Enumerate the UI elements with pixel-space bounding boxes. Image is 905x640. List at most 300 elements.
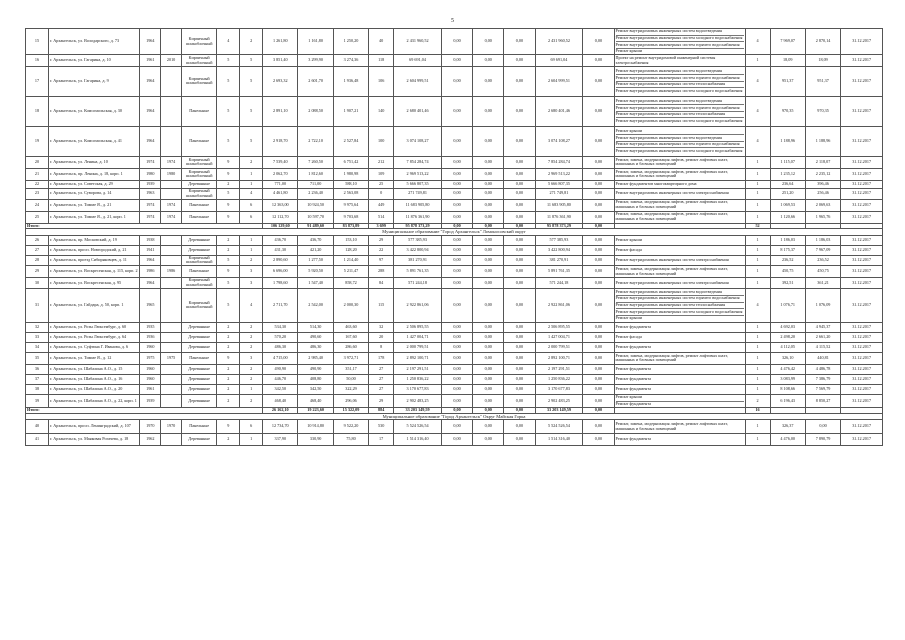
address-cell: г. Архангельск, ул. Гагарина, д. 9 bbox=[48, 66, 140, 96]
table-row bbox=[26, 342, 883, 352]
residents-cell: 106 bbox=[369, 66, 394, 96]
address-cell: г. Архангельск, ул. Розы Люксембург, д. 64 bbox=[48, 332, 140, 342]
floors-cell: 2 bbox=[217, 332, 240, 342]
cost-total-cell: 11 683 905,80 bbox=[394, 199, 442, 211]
cost-fund-cell: 0,00 bbox=[441, 255, 472, 266]
cost-other-cell: 0,00 bbox=[583, 266, 614, 278]
year-commissioned-cell: 1974 bbox=[161, 199, 182, 211]
max-unit-cost-cell: 2 118,07 bbox=[805, 156, 840, 168]
entrances-cell: 2 bbox=[240, 255, 263, 266]
floors-cell: 4 bbox=[217, 29, 240, 55]
works-cell bbox=[614, 96, 745, 126]
premises-area-cell: 2 601,70 bbox=[298, 66, 333, 96]
work-item: Ремонт внутридомовых инженерных систем водоотведения bbox=[616, 289, 744, 296]
year-built-cell: 1970 bbox=[140, 420, 161, 434]
deadline-cell: 31.12.2017 bbox=[841, 342, 883, 352]
deadline-cell: 31.12.2017 bbox=[841, 255, 883, 266]
year-built-cell: 1964 bbox=[140, 126, 161, 156]
entrances-cell: 3 bbox=[240, 266, 263, 278]
residents-cell: 29 bbox=[369, 235, 394, 245]
cost-owners-cell: 5 666 807,35 bbox=[535, 180, 583, 188]
works-count-cell: 1 bbox=[745, 278, 770, 289]
wall-material-cell: Кирпичный шлакоблочный bbox=[181, 188, 216, 199]
unit-cost-cell: 3 083,99 bbox=[770, 374, 805, 384]
residential-area-cell: 858,72 bbox=[333, 278, 368, 289]
cost-regional-cell: 0,00 bbox=[473, 288, 504, 322]
work-item: Ремонт внутридомовых инженерных систем горячего водоснабжения bbox=[616, 105, 744, 112]
entrances-cell: 5 bbox=[240, 66, 263, 96]
residential-area-cell: 1 214,40 bbox=[333, 255, 368, 266]
cost-owners-cell: 11 683 905,80 bbox=[535, 199, 583, 211]
total-value: 0,00 bbox=[441, 223, 472, 229]
works-count-cell: 4 bbox=[745, 288, 770, 322]
works-count-cell: 1 bbox=[745, 245, 770, 255]
cost-total-cell: 2 197 291,51 bbox=[394, 364, 442, 374]
year-built-cell: 1939 bbox=[140, 180, 161, 188]
year-built-cell: 1963 bbox=[140, 188, 161, 199]
cost-municipal-cell: 0,00 bbox=[504, 434, 535, 446]
cost-total-cell: 2 431 960,52 bbox=[394, 29, 442, 55]
row-number: 34 bbox=[26, 342, 49, 352]
table-row bbox=[26, 245, 883, 255]
works-count-cell: 1 bbox=[745, 266, 770, 278]
deadline-cell: 31.12.2017 bbox=[841, 188, 883, 199]
wall-material-cell: Кирпичный шлакоблочный bbox=[181, 55, 216, 66]
total-value: 26 162,10 bbox=[263, 408, 298, 414]
deadline-cell: 31.12.2017 bbox=[841, 374, 883, 384]
row-number: 41 bbox=[26, 434, 49, 446]
total-area-cell: 534,30 bbox=[263, 322, 298, 332]
works-cell bbox=[614, 420, 745, 434]
total-area-cell: 446,70 bbox=[263, 374, 298, 384]
residential-area-cell: 351,17 bbox=[333, 364, 368, 374]
total-value: 83 873,89 bbox=[333, 223, 368, 229]
deadline-cell: 31.12.2017 bbox=[841, 434, 883, 446]
cost-fund-cell: 0,00 bbox=[441, 352, 472, 364]
year-commissioned-cell bbox=[161, 66, 182, 96]
works-cell bbox=[614, 126, 745, 156]
work-item: Ремонт внутридомовых инженерных систем холодного водоснабжения bbox=[616, 36, 744, 43]
premises-area-cell: 711,00 bbox=[298, 180, 333, 188]
works-cell bbox=[614, 168, 745, 180]
cost-municipal-cell: 0,00 bbox=[504, 168, 535, 180]
year-commissioned-cell bbox=[161, 394, 182, 407]
wall-material-cell: Панельные bbox=[181, 211, 216, 223]
year-commissioned-cell bbox=[161, 126, 182, 156]
total-value: 0,00 bbox=[473, 223, 504, 229]
premises-area-cell: 10 597,70 bbox=[298, 211, 333, 223]
cost-other-cell: 0,00 bbox=[583, 288, 614, 322]
unit-cost-cell: 8 108,66 bbox=[770, 384, 805, 394]
cost-other-cell: 0,00 bbox=[583, 352, 614, 364]
works-cell bbox=[614, 66, 745, 96]
cost-municipal-cell: 0,00 bbox=[504, 384, 535, 394]
cost-municipal-cell: 0,00 bbox=[504, 156, 535, 168]
max-unit-cost-cell: 361,21 bbox=[805, 278, 840, 289]
cost-regional-cell: 0,00 bbox=[473, 384, 504, 394]
row-number: 28 bbox=[26, 255, 49, 266]
cost-total-cell: 3 170 677,83 bbox=[394, 384, 442, 394]
floors-cell: 9 bbox=[217, 211, 240, 223]
residential-area-cell: 3 972,71 bbox=[333, 352, 368, 364]
wall-material-cell: Кирпичный шлакоблочный bbox=[181, 288, 216, 322]
cost-owners-cell: 5 891 761,35 bbox=[535, 266, 583, 278]
residential-area-cell: 1 936,48 bbox=[333, 66, 368, 96]
entrances-cell: 3 bbox=[240, 278, 263, 289]
work-item: Ремонт внутридомовых инженерных систем водоотведения bbox=[616, 29, 744, 36]
residents-cell: 530 bbox=[369, 420, 394, 434]
row-number: 38 bbox=[26, 384, 49, 394]
residential-area-cell: 75,80 bbox=[333, 434, 368, 446]
residential-area-cell: 9 703,68 bbox=[333, 211, 368, 223]
floors-cell: 2 bbox=[217, 180, 240, 188]
address-cell: г. Архангельск, просп. Ленинградский, д. 107 bbox=[48, 420, 140, 434]
cost-municipal-cell: 0,00 bbox=[504, 235, 535, 245]
cost-municipal-cell: 0,00 bbox=[504, 55, 535, 66]
total-label: Итого: bbox=[26, 223, 263, 229]
floors-cell: 9 bbox=[217, 156, 240, 168]
works-count-cell: 4 bbox=[745, 29, 770, 55]
deadline-cell: 31.12.2017 bbox=[841, 352, 883, 364]
year-commissioned-cell bbox=[161, 235, 182, 245]
premises-area-cell: 2 985,40 bbox=[298, 352, 333, 364]
max-unit-cost-cell: 7 386,79 bbox=[805, 374, 840, 384]
year-built-cell: 1938 bbox=[140, 235, 161, 245]
entrances-cell: 5 bbox=[240, 55, 263, 66]
cost-municipal-cell: 0,00 bbox=[504, 180, 535, 188]
row-number: 32 bbox=[26, 322, 49, 332]
address-cell: г. Архангельск, ул. Суворова, д. 14 bbox=[48, 188, 140, 199]
year-commissioned-cell bbox=[161, 342, 182, 352]
residential-area-cell: 588,10 bbox=[333, 180, 368, 188]
cost-total-cell: 2 892 100,71 bbox=[394, 352, 442, 364]
cost-owners-cell: 3 170 677,83 bbox=[535, 384, 583, 394]
total-area-cell: 1 798,60 bbox=[263, 278, 298, 289]
deadline-cell: 31.12.2017 bbox=[841, 156, 883, 168]
max-unit-cost-cell: 2 870,14 bbox=[805, 29, 840, 55]
cost-municipal-cell: 0,00 bbox=[504, 188, 535, 199]
work-item: Ремонт внутридомовых инженерных систем горячего водоснабжения bbox=[616, 42, 744, 49]
cost-owners-cell: 5 524 526,54 bbox=[535, 420, 583, 434]
wall-material-cell: Деревянные bbox=[181, 384, 216, 394]
deadline-cell: 31.12.2017 bbox=[841, 332, 883, 342]
total-area-cell: 1 261,80 bbox=[263, 29, 298, 55]
cost-regional-cell: 0,00 bbox=[473, 96, 504, 126]
cost-other-cell: 0,00 bbox=[583, 434, 614, 446]
cost-regional-cell: 0,00 bbox=[473, 156, 504, 168]
work-item: Ремонт внутридомовых инженерных систем водоотведения bbox=[616, 69, 744, 76]
residential-area-cell: 296,06 bbox=[333, 394, 368, 407]
works-cell bbox=[614, 342, 745, 352]
cost-other-cell: 0,00 bbox=[583, 199, 614, 211]
total-area-cell: 4 715,00 bbox=[263, 352, 298, 364]
cost-owners-cell: 1 514 316,40 bbox=[535, 434, 583, 446]
total-value: 106 129,60 bbox=[263, 223, 298, 229]
row-number: 20 bbox=[26, 156, 49, 168]
cost-regional-cell: 0,00 bbox=[473, 374, 504, 384]
floors-cell: 9 bbox=[217, 420, 240, 434]
cost-municipal-cell: 0,00 bbox=[504, 29, 535, 55]
cost-owners-cell: 1 427 004,71 bbox=[535, 332, 583, 342]
section-title: Муниципальное образование "Город Архангельск" Ломоносовский округ bbox=[26, 229, 883, 235]
max-unit-cost-cell: 440,81 bbox=[805, 352, 840, 364]
residential-area-cell: 1 980,98 bbox=[333, 168, 368, 180]
cost-other-cell: 0,00 bbox=[583, 374, 614, 384]
cost-other-cell: 0,00 bbox=[583, 29, 614, 55]
entrances-cell: 2 bbox=[240, 374, 263, 384]
cost-other-cell: 0,00 bbox=[583, 235, 614, 245]
cost-fund-cell: 0,00 bbox=[441, 96, 472, 126]
cost-regional-cell: 0,00 bbox=[473, 55, 504, 66]
premises-area-cell: 2 236,40 bbox=[298, 188, 333, 199]
cost-other-cell: 0,00 bbox=[583, 168, 614, 180]
floors-cell: 9 bbox=[217, 199, 240, 211]
works-count-cell: 1 bbox=[745, 384, 770, 394]
row-number: 24 bbox=[26, 199, 49, 211]
residents-cell: 84 bbox=[369, 278, 394, 289]
cost-other-cell: 0,00 bbox=[583, 278, 614, 289]
works-count-cell: 1 bbox=[745, 168, 770, 180]
premises-area-cell: 468,40 bbox=[298, 394, 333, 407]
work-item: Ремонт внутридомовых инженерных систем холодного водоснабжения bbox=[615, 87, 743, 93]
unit-cost-cell: 6 196,43 bbox=[770, 394, 805, 407]
work-item: Ремонт, замена, модернизация лифтов, ремонт лифтовых шахт, машинных и блочных помещений bbox=[615, 265, 728, 276]
work-item: Ремонт крыши bbox=[615, 315, 642, 321]
year-commissioned-cell: 1986 bbox=[161, 266, 182, 278]
row-number: 19 bbox=[26, 126, 49, 156]
works-count-cell: 1 bbox=[745, 180, 770, 188]
works-count-cell: 1 bbox=[745, 55, 770, 66]
total-area-cell: 12 363,00 bbox=[263, 199, 298, 211]
cost-owners-cell: 2 680 401,46 bbox=[535, 96, 583, 126]
entrances-cell: 1 bbox=[240, 235, 263, 245]
address-cell: г. Архангельск, ул. Розы Люксембург, д. 60 bbox=[48, 322, 140, 332]
works-cell bbox=[614, 394, 745, 407]
works-count-cell: 4 bbox=[745, 96, 770, 126]
capital-repair-table bbox=[25, 28, 883, 446]
total-area-cell: 436,70 bbox=[263, 235, 298, 245]
total-value: 33 203 149,59 bbox=[535, 408, 583, 414]
cost-other-cell: 0,00 bbox=[583, 188, 614, 199]
entrances-cell: 2 bbox=[240, 332, 263, 342]
row-number: 35 bbox=[26, 352, 49, 364]
year-built-cell: 1936 bbox=[140, 332, 161, 342]
total-area-cell: 7 539,40 bbox=[263, 156, 298, 168]
row-number: 37 bbox=[26, 374, 49, 384]
work-item: Ремонт внутридомовых инженерных систем холодного водоснабжения bbox=[615, 117, 743, 123]
cost-total-cell: 271 749,81 bbox=[394, 188, 442, 199]
cost-owners-cell: 2 197 291,51 bbox=[535, 364, 583, 374]
total-area-cell: 3 851,40 bbox=[263, 55, 298, 66]
address-cell: г. Архангельск, ул. Шабалина А.О., д. 20 bbox=[48, 384, 140, 394]
year-commissioned-cell bbox=[161, 322, 182, 332]
cost-owners-cell: 381 270,91 bbox=[535, 255, 583, 266]
total-area-cell: 6 696,00 bbox=[263, 266, 298, 278]
max-unit-cost-cell: 970,35 bbox=[805, 96, 840, 126]
cost-owners-cell: 3 422 800,94 bbox=[535, 245, 583, 255]
works-count-cell: 1 bbox=[745, 199, 770, 211]
cost-regional-cell: 0,00 bbox=[473, 188, 504, 199]
row-number: 27 bbox=[26, 245, 49, 255]
cost-municipal-cell: 0,00 bbox=[504, 245, 535, 255]
wall-material-cell: Деревянные bbox=[181, 374, 216, 384]
total-value: 33 203 149,59 bbox=[394, 408, 442, 414]
residents-cell: 109 bbox=[369, 168, 394, 180]
work-item: Ремонт, замена, модернизация лифтов, ремонт лифтовых шахт, машинных и блочных помещений bbox=[615, 199, 728, 210]
residents-cell: 288 bbox=[369, 266, 394, 278]
cost-owners-cell: 3 074 108,27 bbox=[535, 126, 583, 156]
row-number: 22 bbox=[26, 180, 49, 188]
address-cell: г. Архангельск, ул. Шабалина А.О., д. 22, корп. 1 bbox=[48, 394, 140, 407]
cost-other-cell: 0,00 bbox=[583, 255, 614, 266]
wall-material-cell: Панельные bbox=[181, 352, 216, 364]
row-number: 36 bbox=[26, 364, 49, 374]
deadline-cell: 31.12.2017 bbox=[841, 66, 883, 96]
floors-cell: 9 bbox=[217, 352, 240, 364]
premises-area-cell: 10 914,80 bbox=[298, 420, 333, 434]
work-item: Ремонт внутридомовых инженерных систем горячего водоснабжения bbox=[616, 142, 744, 149]
entrances-cell: 2 bbox=[240, 394, 263, 407]
wall-material-cell: Деревянные bbox=[181, 342, 216, 352]
unit-cost-cell: 392,51 bbox=[770, 278, 805, 289]
cost-total-cell: 2 680 401,46 bbox=[394, 96, 442, 126]
work-item: Ремонт фундамента bbox=[615, 400, 651, 406]
works-cell bbox=[614, 199, 745, 211]
floors-cell: 2 bbox=[217, 394, 240, 407]
cost-municipal-cell: 0,00 bbox=[504, 342, 535, 352]
premises-area-cell: 436,70 bbox=[298, 235, 333, 245]
cost-fund-cell: 0,00 bbox=[441, 364, 472, 374]
residents-cell: 25 bbox=[369, 180, 394, 188]
cost-owners-cell: 2 506 895,55 bbox=[535, 322, 583, 332]
wall-material-cell: Панельные bbox=[181, 420, 216, 434]
total-area-cell: 4 461,80 bbox=[263, 188, 298, 199]
cost-regional-cell: 0,00 bbox=[473, 352, 504, 364]
cost-owners-cell: 7 854 284,74 bbox=[535, 156, 583, 168]
address-cell: г. Архангельск, пр. Московский, д. 19 bbox=[48, 235, 140, 245]
unit-cost-cell: 1 076,71 bbox=[770, 288, 805, 322]
max-unit-cost-cell: 2 235,12 bbox=[805, 168, 840, 180]
residential-area-cell: 128,20 bbox=[333, 245, 368, 255]
premises-area-cell: 1 547,40 bbox=[298, 278, 333, 289]
table-row bbox=[26, 384, 883, 394]
table-row bbox=[26, 55, 883, 66]
works-cell bbox=[614, 188, 745, 199]
entrances-cell: 1 bbox=[240, 245, 263, 255]
wall-material-cell: Деревянные bbox=[181, 180, 216, 188]
residential-area-cell: 5 211,47 bbox=[333, 266, 368, 278]
max-unit-cost-cell: 951,37 bbox=[805, 66, 840, 96]
address-cell: г. Архангельск, ул. Советская, д. 29 bbox=[48, 180, 140, 188]
address-cell: г. Архангельск, ул. Шабалина А.О., д. 15 bbox=[48, 364, 140, 374]
unit-cost-cell: 1 188,96 bbox=[770, 126, 805, 156]
section-title: Муниципальное образование "Город Архангельск" Округ Майская Горка bbox=[26, 414, 883, 420]
work-item: Ремонт фундамента bbox=[615, 436, 651, 442]
year-built-cell: 1964 bbox=[140, 29, 161, 55]
cost-municipal-cell: 0,00 bbox=[504, 364, 535, 374]
max-unit-cost-cell: 236,52 bbox=[805, 255, 840, 266]
cost-total-cell: 5 891 761,35 bbox=[394, 266, 442, 278]
cost-regional-cell: 0,00 bbox=[473, 29, 504, 55]
entrances-cell: 5 bbox=[240, 126, 263, 156]
row-number: 17 bbox=[26, 66, 49, 96]
max-unit-cost-cell: 450,75 bbox=[805, 266, 840, 278]
wall-material-cell: Деревянные bbox=[181, 322, 216, 332]
total-area-cell: 771,00 bbox=[263, 180, 298, 188]
works-count-cell: 4 bbox=[745, 126, 770, 156]
cost-other-cell: 0,00 bbox=[583, 342, 614, 352]
works-count-cell: 1 bbox=[745, 364, 770, 374]
unit-cost-cell: 251,20 bbox=[770, 188, 805, 199]
deadline-cell: 31.12.2017 bbox=[841, 126, 883, 156]
work-item: Ремонт внутридомовых инженерных систем горячего водоснабжения bbox=[616, 75, 744, 82]
cost-fund-cell: 0,00 bbox=[441, 211, 472, 223]
work-item: Ремонт внутридомовых инженерных систем горячего водоснабжения bbox=[616, 296, 744, 303]
year-commissioned-cell bbox=[161, 288, 182, 322]
row-number: 31 bbox=[26, 288, 49, 322]
table-row bbox=[26, 332, 883, 342]
premises-area-cell: 1 161,80 bbox=[298, 29, 333, 55]
residents-cell: 0 bbox=[369, 188, 394, 199]
year-built-cell: 1939 bbox=[140, 394, 161, 407]
year-built-cell: 1974 bbox=[140, 211, 161, 223]
work-item: Ремонт фундамента bbox=[615, 376, 651, 382]
year-commissioned-cell bbox=[161, 96, 182, 126]
year-built-cell: 1964 bbox=[140, 255, 161, 266]
address-cell: г. Архангельск, ул. Гагарина, д. 10 bbox=[48, 55, 140, 66]
cost-regional-cell: 0,00 bbox=[473, 180, 504, 188]
deadline-cell: 31.12.2017 bbox=[841, 364, 883, 374]
cost-municipal-cell: 0,00 bbox=[504, 374, 535, 384]
max-unit-cost-cell: 396,46 bbox=[805, 180, 840, 188]
premises-area-cell: 486,30 bbox=[298, 342, 333, 352]
max-unit-cost-cell: 4 486,78 bbox=[805, 364, 840, 374]
total-value: 19 223,60 bbox=[298, 408, 333, 414]
cost-fund-cell: 0,00 bbox=[441, 342, 472, 352]
table-row bbox=[26, 374, 883, 384]
year-built-cell: 1961 bbox=[140, 384, 161, 394]
entrances-cell: 1 bbox=[240, 180, 263, 188]
residents-cell: 27 bbox=[369, 374, 394, 384]
total-works-count: 52 bbox=[745, 223, 770, 229]
cost-fund-cell: 0,00 bbox=[441, 29, 472, 55]
table-row bbox=[26, 188, 883, 199]
floors-cell: 2 bbox=[217, 374, 240, 384]
premises-area-cell: 342,50 bbox=[298, 384, 333, 394]
cost-regional-cell: 0,00 bbox=[473, 245, 504, 255]
table-row bbox=[26, 126, 883, 156]
cost-municipal-cell: 0,00 bbox=[504, 96, 535, 126]
works-cell bbox=[614, 29, 745, 55]
wall-material-cell: Кирпичный шлакоблочный bbox=[181, 156, 216, 168]
total-area-cell: 486,30 bbox=[263, 342, 298, 352]
residential-area-cell: 9 522,20 bbox=[333, 420, 368, 434]
cost-total-cell: 577 385,93 bbox=[394, 235, 442, 245]
max-unit-cost-cell: 7 967,09 bbox=[805, 245, 840, 255]
entrances-cell: 3 bbox=[240, 352, 263, 364]
residents-cell: 212 bbox=[369, 156, 394, 168]
year-built-cell: 1964 bbox=[140, 96, 161, 126]
entrances-cell: 1 bbox=[240, 168, 263, 180]
work-item: Ремонт, замена, модернизация лифтов, ремонт лифтовых шахт, машинных и блочных помещений bbox=[615, 420, 728, 431]
table-row bbox=[26, 434, 883, 446]
residents-cell: 140 bbox=[369, 96, 394, 126]
cost-other-cell: 0,00 bbox=[583, 332, 614, 342]
cost-total-cell: 3 074 108,27 bbox=[394, 126, 442, 156]
works-cell bbox=[614, 434, 745, 446]
floors-cell: 5 bbox=[217, 66, 240, 96]
cost-total-cell: 571 244,18 bbox=[394, 278, 442, 289]
